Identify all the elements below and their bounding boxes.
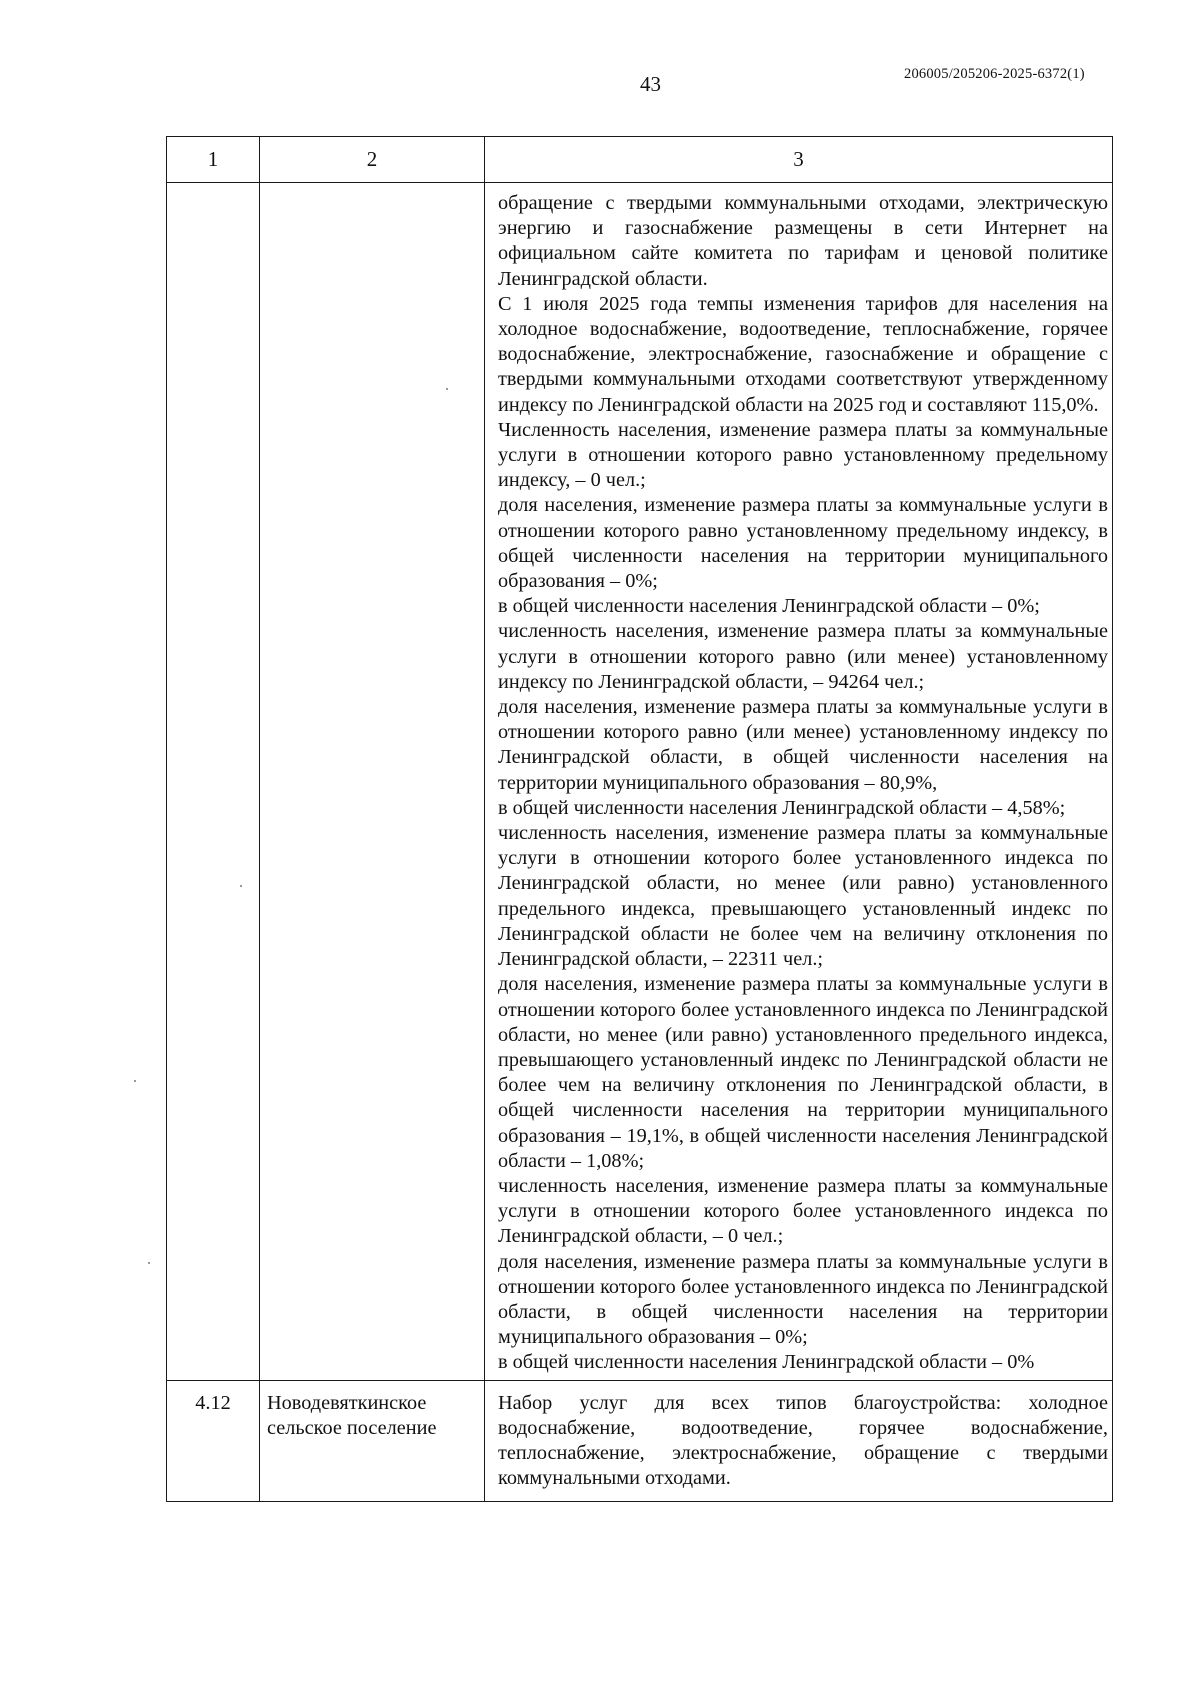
paragraph-2: С 1 июля 2025 года темпы изменения тарифов для населения на холодное водоснабжение, водоотведение, теплоснабжение, горячее водоснабжение, электроснабжение, газоснабжение и обращение с твердыми коммунальными отходами соответствуют утвержденному индексу по Ленинградской области на 2025 год и составляют 115,0%. [498,292,1108,416]
paragraph-1: обращение с твердыми коммунальными отходами, электрическую энергию и газоснабжение размещены в сети Интернет на официальном сайте комитета по тарифам и ценовой политике Ленинградской области. [498,192,1108,290]
table-row-continuation [167,183,1113,1381]
data-table [166,136,1113,1502]
paragraph-9: численность населения, изменение размера платы за коммунальные услуги в отношении которого более установленного индекса по Ленинградской области, но менее (или равно) установленного предельного индекса, превышающего установленный индекс по Ленинградской области не более чем на величину отклонения по Ленинградской области, – 22311 чел.; [498,822,1108,971]
continuation-text-cell [485,183,1113,1381]
paragraph-3: Численность населения, изменение размера платы за коммунальные услуги в отношении которого равно установленному предельному индексу, – 0 чел.; [498,418,1108,492]
document-code: 206005/205206-2025-6372(1) [904,66,1085,82]
scan-speck [148,1262,150,1264]
description-text: Набор услуг для всех типов благоустройства: холодное водоснабжение, водоотведение, горячее водоснабжение, теплоснабжение, электроснабжение, обращение с твердыми коммунальными отходами. [498,1391,1108,1490]
paragraph-6: численность населения, изменение размера платы за коммунальные услуги в отношении которого равно (или менее) установленному индексу по Ленинградской области, – 94264 чел.; [498,620,1108,693]
scan-speck [134,1080,136,1082]
table-row-4-12 [167,1380,1113,1502]
empty-name-cell [260,183,485,1381]
paragraph-13: в общей численности населения Ленинградской области – 0% [498,1351,1035,1374]
paragraph-12: доля населения, изменение размера платы за коммунальные услуги в отношении которого более установленного индекса по Ленинградской области, в общей численности населения на территории муниципального образования – 0%; [498,1250,1108,1349]
page-number: 43 [640,72,661,96]
column-header-1: 1 [167,137,260,183]
municipality-name-cell: Новодевяткинское сельское поселение [260,1380,485,1502]
description-cell [485,1380,1113,1502]
paragraph-8: в общей численности населения Ленинградской области – 4,58%; [498,796,1066,819]
paragraph-5: в общей численности населения Ленинградской области – 0%; [498,595,1040,618]
empty-number-cell [167,183,260,1381]
column-header-2: 2 [260,137,485,183]
paragraph-4: доля населения, изменение размера платы за коммунальные услуги в отношении которого равно установленному предельному индексу, в общей численности населения на территории муниципального образования – 0%; [498,494,1108,593]
row-number-cell: 4.12 [167,1380,260,1502]
scan-speck [240,885,242,887]
paragraph-10: доля населения, изменение размера платы за коммунальные услуги в отношении которого более установленного индекса по Ленинградской области, но менее (или равно) установленного предельного индекса, превышающего установленный индекс по Ленинградской области не более чем на величину отклонения по Ленинградской области, в общей численности населения на территории муниципального образования – 19,1%, в общей численности населения Ленинградской области – 1,08%; [498,973,1108,1172]
paragraph-7: доля населения, изменение размера платы за коммунальные услуги в отношении которого равно (или менее) установленному индексу по Ленинградской области, в общей численности населения на территории муниципального образования – 80,9%, [498,696,1108,794]
table-header-row [167,137,1113,183]
scan-speck [446,388,448,390]
column-header-3: 3 [485,137,1113,183]
paragraph-11: численность населения, изменение размера платы за коммунальные услуги в отношении которого более установленного индекса по Ленинградской области, – 0 чел.; [498,1174,1108,1248]
